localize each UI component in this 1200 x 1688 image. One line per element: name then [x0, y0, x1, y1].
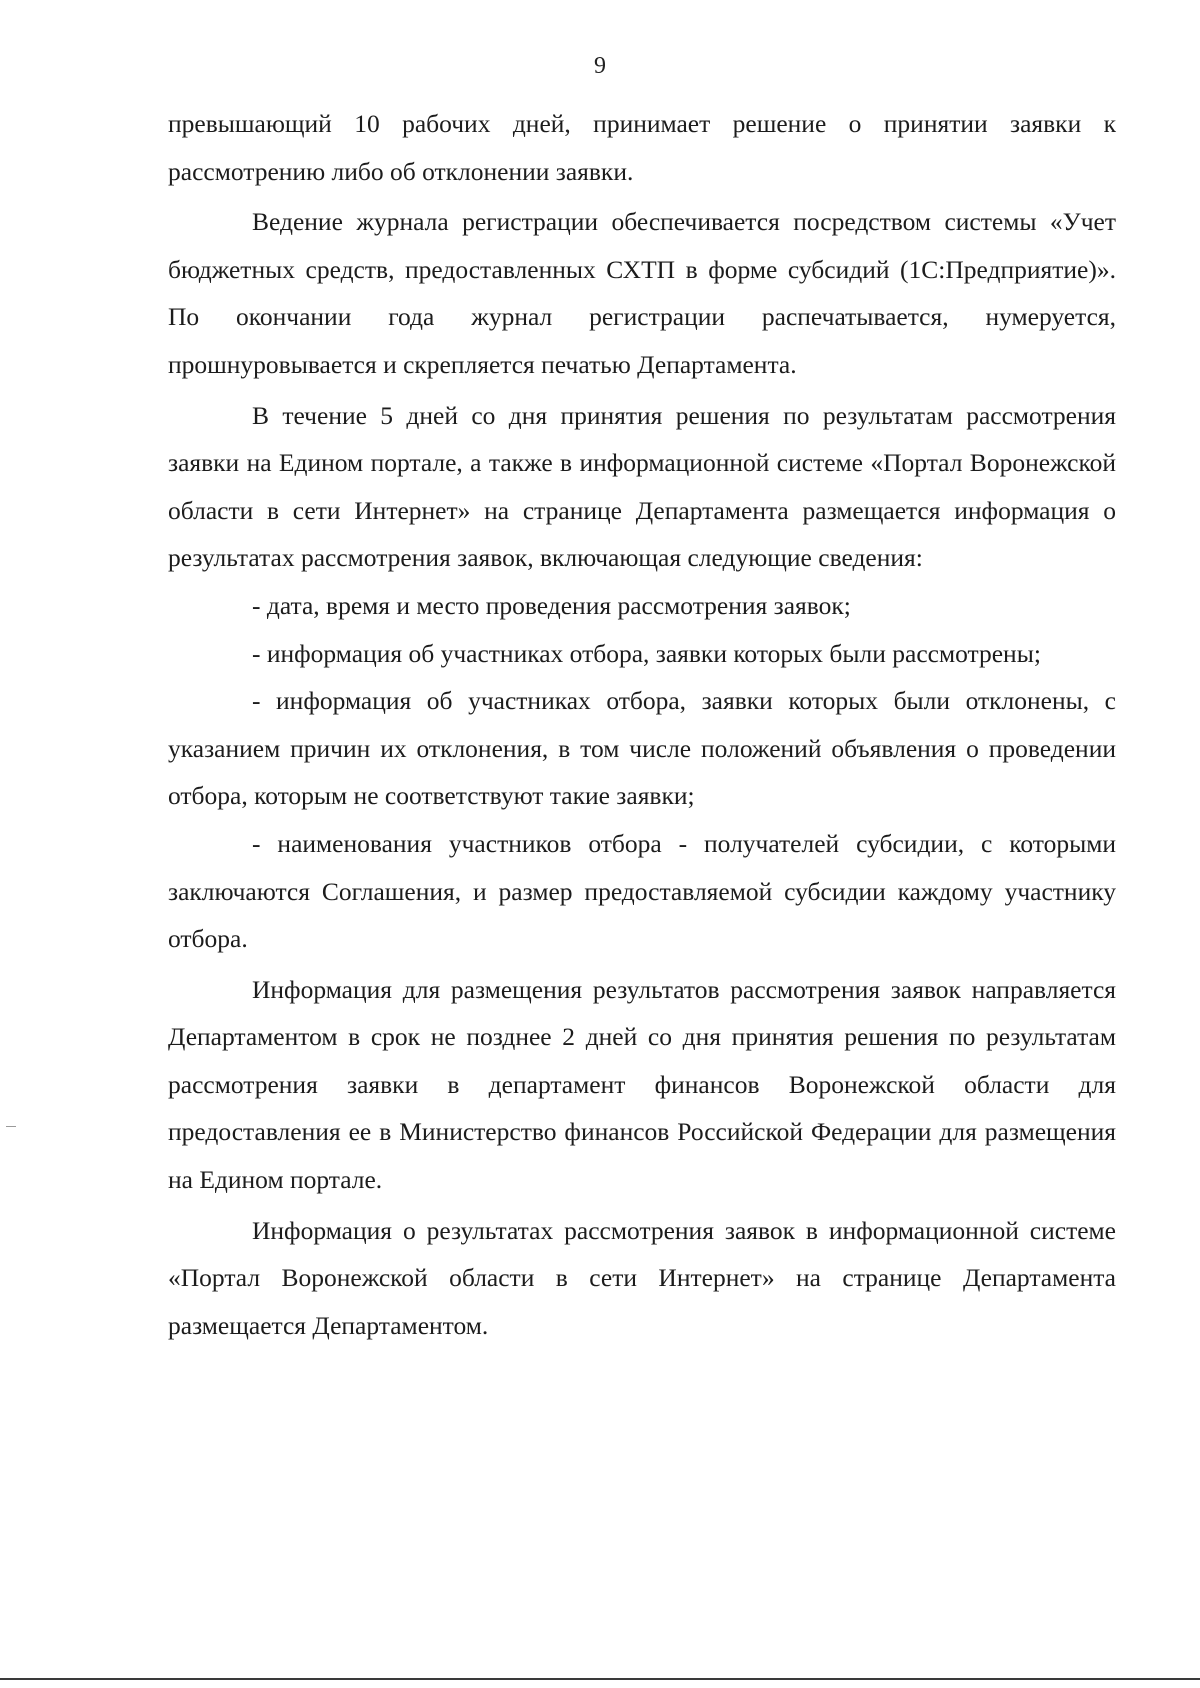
paragraph-decision-deadline: превышающий 10 рабочих дней, принимает решение о принятии заявки к рассмотрению либо об отклонении заявки.: [168, 109, 1116, 186]
list-item-date-time-place: - дата, время и место проведения рассмотрения заявок;: [252, 590, 851, 620]
paragraph-results-forwarding: Информация для размещения результатов рассмотрения заявок направляется Департаментом в срок не позднее 2 дней со дня принятия решения по результатам рассмотрения заявки в департамент финансов Воронежской области для предоставления ее в Министерство финансов Российской Федерации для размещения на Едином портале.: [168, 974, 1116, 1195]
list-item-reviewed-participants: - информация об участниках отбора, заявки которых были рассмотрены;: [252, 638, 1041, 668]
list-item-rejected-participants: - информация об участниках отбора, заявки которых были отклонены, с указанием причин их отклонения, в том числе положений объявления о проведении отбора, которым не соответствуют такие заявки;: [168, 686, 1116, 811]
page-number: 9: [594, 53, 606, 79]
page-bottom-edge: [0, 1678, 1200, 1680]
paragraph-registration-journal: Ведение журнала регистрации обеспечивается посредством системы «Учет бюджетных средств, предоставленных СХТП в форме субсидий (1С:Предприятие)». По окончании года журнал регистрации распечатывается, нумеруется, прошнуровывается и скрепляется печатью Департамента.: [168, 207, 1116, 379]
paragraph-results-placement: Информация о результатах рассмотрения заявок в информационной системе «Портал Воронежской области в сети Интернет» на странице Департамента размещается Департаментом.: [168, 1215, 1116, 1340]
scan-mark: [6, 1126, 16, 1127]
paragraph-results-publication: В течение 5 дней со дня принятия решения по результатам рассмотрения заявки на Едином портале, а также в информационной системе «Портал Воронежской области в сети Интернет» на странице Департамента размещается информация о результатах рассмотрения заявок, включающая следующие сведения:: [168, 400, 1116, 573]
list-item-subsidy-recipients: - наименования участников отбора - получателей субсидии, с которыми заключаются Соглашения, и размер предоставляемой субсидии каждому участнику отбора.: [168, 828, 1116, 954]
document-body: [168, 100, 1116, 1349]
